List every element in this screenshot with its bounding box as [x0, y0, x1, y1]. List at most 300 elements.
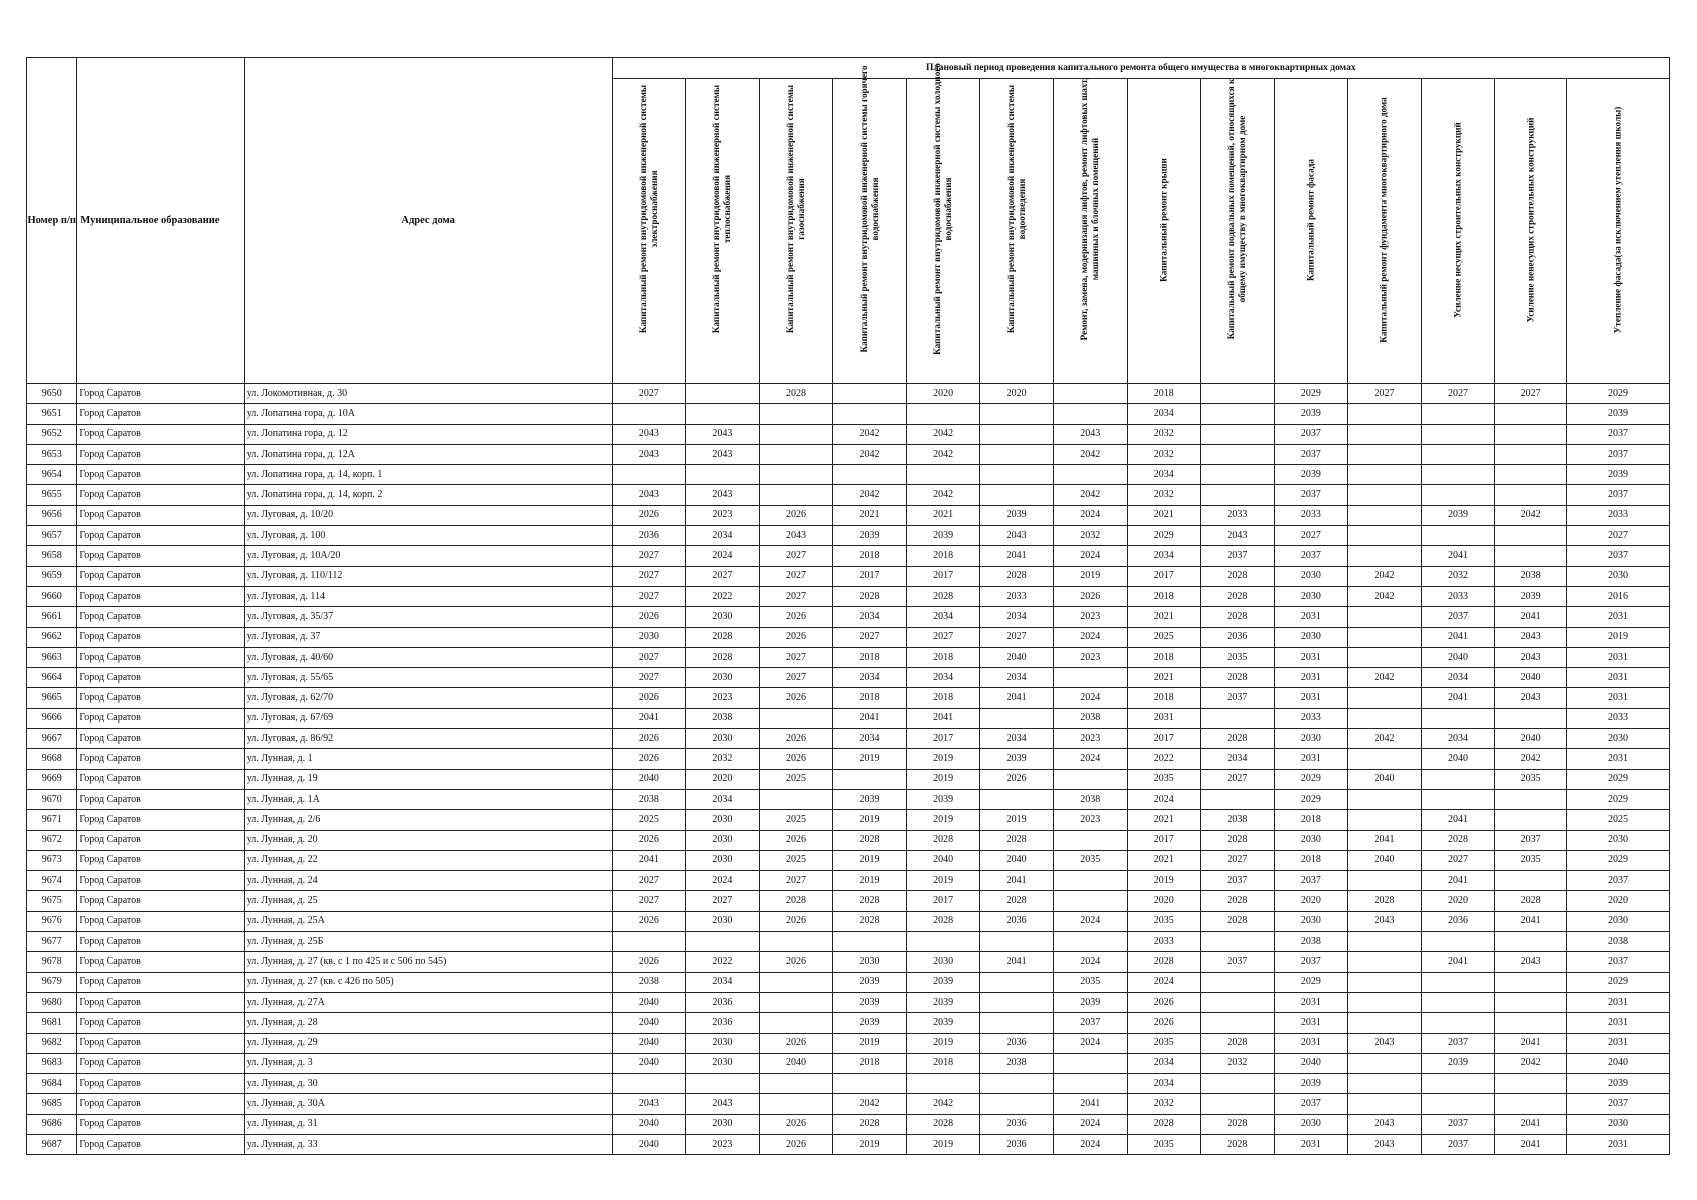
year-cell: 2030	[1274, 911, 1348, 931]
year-cell: 2043	[1348, 911, 1422, 931]
year-cell: 2022	[1127, 749, 1201, 769]
year-cell: 2031	[1274, 688, 1348, 708]
year-cell: 2028	[980, 830, 1054, 850]
year-cell: 2034	[980, 729, 1054, 749]
year-cell	[1201, 1013, 1275, 1033]
year-cell: 2027	[759, 668, 833, 688]
year-cell: 2041	[980, 952, 1054, 972]
year-cell: 2039	[833, 526, 907, 546]
table-row	[27, 952, 1670, 972]
year-cell: 2039	[906, 992, 980, 1012]
row-municipality: Город Саратов	[77, 688, 244, 708]
year-cell	[1495, 1074, 1567, 1094]
year-cell: 2041	[612, 850, 686, 870]
year-cell: 2017	[1127, 830, 1201, 850]
table-row	[27, 1134, 1670, 1154]
year-cell: 2042	[1495, 505, 1567, 525]
year-cell: 2017	[1127, 729, 1201, 749]
year-cell: 2030	[1566, 911, 1669, 931]
year-cell: 2037	[1421, 1114, 1495, 1134]
year-cell: 2018	[1274, 810, 1348, 830]
year-cell: 2042	[833, 1094, 907, 1114]
year-cell	[1348, 810, 1422, 830]
year-cell	[1495, 546, 1567, 566]
year-cell: 2037	[1421, 1134, 1495, 1154]
row-number: 9686	[27, 1114, 77, 1134]
year-cell: 2026	[1127, 1013, 1201, 1033]
header-work-label: Капитальный ремонт подвальных помещений, относящихся к общему имуществу в многоквартирном доме	[1226, 78, 1248, 340]
row-municipality: Город Саратов	[77, 932, 244, 952]
row-address: ул. Луговая, д. 10А/20	[244, 546, 612, 566]
year-cell: 2018	[906, 546, 980, 566]
year-cell: 2034	[1127, 404, 1201, 424]
year-cell: 2043	[612, 444, 686, 464]
year-cell: 2026	[612, 505, 686, 525]
year-cell: 2032	[1053, 526, 1127, 546]
year-cell: 2043	[686, 444, 760, 464]
header-work-14	[1566, 79, 1669, 384]
header-work-9	[1201, 79, 1275, 384]
header-work-label: Усиление ненесущих строительных конструкций	[1525, 117, 1536, 323]
row-number: 9672	[27, 830, 77, 850]
year-cell: 2027	[612, 647, 686, 667]
row-address: ул. Лунная, д. 25	[244, 891, 612, 911]
year-cell: 2026	[612, 688, 686, 708]
year-cell: 2037	[1566, 1094, 1669, 1114]
year-cell: 2042	[906, 485, 980, 505]
header-work-label: Капитальный ремонт внутридомовой инженерной системы электроснабжения	[637, 84, 659, 334]
year-cell: 2025	[759, 850, 833, 870]
year-cell: 2040	[612, 1033, 686, 1053]
header-work-label: Усиление несущих строительных конструкций	[1452, 122, 1463, 318]
year-cell: 2039	[833, 1013, 907, 1033]
row-address: ул. Луговая, д. 35/37	[244, 607, 612, 627]
year-cell: 2026	[759, 830, 833, 850]
row-number: 9674	[27, 871, 77, 891]
row-municipality: Город Саратов	[77, 1114, 244, 1134]
row-municipality: Город Саратов	[77, 1033, 244, 1053]
year-cell: 2037	[1274, 952, 1348, 972]
row-number: 9667	[27, 729, 77, 749]
year-cell	[1348, 932, 1422, 952]
year-cell: 2022	[686, 586, 760, 606]
row-municipality: Город Саратов	[77, 952, 244, 972]
table-row	[27, 749, 1670, 769]
year-cell: 2019	[906, 1033, 980, 1053]
table-row	[27, 911, 1670, 931]
year-cell	[1348, 526, 1422, 546]
year-cell	[1421, 526, 1495, 546]
year-cell	[759, 404, 833, 424]
year-cell	[1348, 404, 1422, 424]
year-cell: 2037	[1201, 952, 1275, 972]
year-cell	[1348, 688, 1422, 708]
table-row	[27, 729, 1670, 749]
year-cell: 2042	[833, 485, 907, 505]
header-work-6	[980, 79, 1054, 384]
year-cell: 2019	[833, 850, 907, 870]
year-cell: 2027	[759, 647, 833, 667]
year-cell: 2041	[1421, 871, 1495, 891]
year-cell: 2027	[833, 627, 907, 647]
year-cell: 2028	[1201, 668, 1275, 688]
year-cell: 2020	[1127, 891, 1201, 911]
year-cell: 2036	[686, 1013, 760, 1033]
year-cell: 2017	[906, 729, 980, 749]
year-cell: 2030	[1274, 729, 1348, 749]
year-cell: 2040	[1566, 1053, 1669, 1073]
year-cell: 2024	[1053, 546, 1127, 566]
year-cell	[1495, 789, 1567, 809]
row-number: 9678	[27, 952, 77, 972]
header-work-label: Капитальный ремонт фундамента многоквартирного дома	[1378, 97, 1389, 343]
year-cell: 2021	[1127, 668, 1201, 688]
year-cell: 2034	[833, 668, 907, 688]
row-municipality: Город Саратов	[77, 972, 244, 992]
table-row	[27, 444, 1670, 464]
year-cell: 2035	[1495, 769, 1567, 789]
year-cell	[1201, 708, 1275, 728]
year-cell: 2042	[1495, 749, 1567, 769]
year-cell: 2031	[1566, 1134, 1669, 1154]
year-cell: 2019	[1127, 871, 1201, 891]
year-cell: 2028	[1495, 891, 1567, 911]
year-cell: 2033	[1566, 708, 1669, 728]
year-cell	[1421, 485, 1495, 505]
year-cell: 2041	[1421, 688, 1495, 708]
year-cell	[1348, 749, 1422, 769]
table-row	[27, 1074, 1670, 1094]
year-cell	[980, 1074, 1054, 1094]
year-cell: 2036	[980, 1114, 1054, 1134]
year-cell: 2027	[612, 546, 686, 566]
year-cell	[612, 1074, 686, 1094]
year-cell	[980, 932, 1054, 952]
year-cell: 2043	[1348, 1134, 1422, 1154]
year-cell: 2018	[1127, 586, 1201, 606]
year-cell: 2041	[1421, 952, 1495, 972]
year-cell: 2037	[1053, 1013, 1127, 1033]
table-row	[27, 1013, 1670, 1033]
table-row	[27, 830, 1670, 850]
table-row	[27, 465, 1670, 485]
year-cell: 2040	[612, 1114, 686, 1134]
year-cell: 2018	[1127, 688, 1201, 708]
year-cell: 2027	[612, 586, 686, 606]
table-row	[27, 607, 1670, 627]
year-cell: 2019	[906, 749, 980, 769]
year-cell: 2030	[686, 850, 760, 870]
table-row	[27, 1053, 1670, 1073]
year-cell	[1348, 1094, 1422, 1114]
year-cell: 2031	[1566, 1013, 1669, 1033]
table-row	[27, 1114, 1670, 1134]
year-cell: 2018	[1127, 647, 1201, 667]
row-municipality: Город Саратов	[77, 404, 244, 424]
year-cell	[759, 708, 833, 728]
year-cell: 2026	[612, 607, 686, 627]
table-row	[27, 526, 1670, 546]
year-cell: 2041	[980, 546, 1054, 566]
year-cell	[1053, 465, 1127, 485]
year-cell: 2028	[1348, 891, 1422, 911]
row-number: 9656	[27, 505, 77, 525]
year-cell	[759, 1094, 833, 1114]
year-cell: 2020	[686, 769, 760, 789]
year-cell: 2024	[686, 546, 760, 566]
year-cell: 2041	[1348, 830, 1422, 850]
year-cell: 2035	[1053, 972, 1127, 992]
header-work-label: Утепление фасада(за исключением утепления школы)	[1612, 106, 1623, 334]
year-cell	[833, 404, 907, 424]
year-cell: 2026	[759, 911, 833, 931]
year-cell: 2033	[1201, 505, 1275, 525]
year-cell: 2035	[1127, 1033, 1201, 1053]
year-cell: 2031	[1274, 647, 1348, 667]
year-cell	[1201, 444, 1275, 464]
year-cell: 2025	[759, 769, 833, 789]
year-cell: 2034	[1201, 749, 1275, 769]
year-cell: 2039	[1274, 1074, 1348, 1094]
year-cell: 2018	[906, 688, 980, 708]
year-cell: 2040	[612, 769, 686, 789]
year-cell: 2038	[1053, 789, 1127, 809]
year-cell	[1201, 465, 1275, 485]
year-cell: 2027	[1421, 384, 1495, 404]
year-cell: 2030	[1274, 586, 1348, 606]
year-cell: 2039	[833, 789, 907, 809]
year-cell: 2035	[1495, 850, 1567, 870]
year-cell: 2018	[1127, 384, 1201, 404]
year-cell: 2019	[906, 810, 980, 830]
year-cell: 2040	[1274, 1053, 1348, 1073]
year-cell: 2026	[759, 1114, 833, 1134]
year-cell: 2043	[1348, 1114, 1422, 1134]
year-cell: 2029	[1127, 526, 1201, 546]
year-cell: 2042	[1053, 485, 1127, 505]
row-municipality: Город Саратов	[77, 505, 244, 525]
year-cell: 2043	[686, 424, 760, 444]
row-number: 9654	[27, 465, 77, 485]
year-cell: 2024	[1127, 789, 1201, 809]
year-cell	[1348, 444, 1422, 464]
year-cell	[1495, 932, 1567, 952]
year-cell: 2022	[686, 952, 760, 972]
row-number: 9655	[27, 485, 77, 505]
year-cell: 2019	[833, 1033, 907, 1053]
year-cell: 2037	[1201, 688, 1275, 708]
year-cell	[1495, 485, 1567, 505]
row-address: ул. Луговая, д. 62/70	[244, 688, 612, 708]
year-cell: 2024	[1053, 688, 1127, 708]
row-address: ул. Луговая, д. 86/92	[244, 729, 612, 749]
year-cell: 2028	[833, 891, 907, 911]
year-cell: 2029	[1274, 769, 1348, 789]
year-cell: 2043	[612, 424, 686, 444]
year-cell: 2042	[1348, 586, 1422, 606]
row-address: ул. Лунная, д. 30	[244, 1074, 612, 1094]
row-address: ул. Лунная, д. 1	[244, 749, 612, 769]
year-cell: 2042	[1348, 729, 1422, 749]
year-cell	[759, 932, 833, 952]
year-cell: 2018	[1274, 850, 1348, 870]
year-cell: 2027	[612, 566, 686, 586]
year-cell: 2041	[906, 708, 980, 728]
row-address: ул. Лунная, д. 2/6	[244, 810, 612, 830]
year-cell: 2027	[759, 566, 833, 586]
year-cell: 2040	[612, 992, 686, 1012]
year-cell	[759, 465, 833, 485]
year-cell: 2038	[1274, 932, 1348, 952]
row-municipality: Город Саратов	[77, 1074, 244, 1094]
year-cell: 2033	[980, 586, 1054, 606]
year-cell: 2027	[612, 891, 686, 911]
row-address: ул. Лунная, д. 25А	[244, 911, 612, 931]
year-cell: 2030	[686, 830, 760, 850]
year-cell: 2019	[980, 810, 1054, 830]
year-cell: 2026	[759, 505, 833, 525]
year-cell: 2031	[1566, 688, 1669, 708]
year-cell	[980, 1094, 1054, 1114]
row-address: ул. Лунная, д. 24	[244, 871, 612, 891]
year-cell	[980, 424, 1054, 444]
year-cell: 2030	[686, 810, 760, 830]
year-cell: 2031	[1274, 992, 1348, 1012]
row-address: ул. Лунная, д. 28	[244, 1013, 612, 1033]
table-row	[27, 546, 1670, 566]
year-cell: 2040	[612, 1053, 686, 1073]
year-cell: 2033	[1127, 932, 1201, 952]
year-cell: 2026	[612, 749, 686, 769]
year-cell: 2023	[686, 505, 760, 525]
year-cell: 2037	[1274, 546, 1348, 566]
year-cell: 2038	[686, 708, 760, 728]
year-cell: 2041	[1053, 1094, 1127, 1114]
year-cell: 2031	[1274, 668, 1348, 688]
row-number: 9685	[27, 1094, 77, 1114]
row-municipality: Город Саратов	[77, 526, 244, 546]
year-cell: 2030	[686, 729, 760, 749]
year-cell: 2028	[906, 1114, 980, 1134]
year-cell	[759, 485, 833, 505]
row-municipality: Город Саратов	[77, 992, 244, 1012]
year-cell: 2028	[1201, 729, 1275, 749]
year-cell: 2028	[906, 830, 980, 850]
row-address: ул. Луговая, д. 37	[244, 627, 612, 647]
year-cell: 2020	[1566, 891, 1669, 911]
table-row	[27, 384, 1670, 404]
year-cell: 2034	[906, 607, 980, 627]
year-cell: 2043	[1495, 627, 1567, 647]
year-cell	[906, 932, 980, 952]
year-cell: 2041	[980, 688, 1054, 708]
year-cell: 2028	[833, 911, 907, 931]
year-cell	[833, 384, 907, 404]
year-cell	[1348, 1013, 1422, 1033]
row-address: ул. Лунная, д. 27 (кв. с 1 по 425 и с 506 по 545)	[244, 952, 612, 972]
year-cell: 2034	[833, 729, 907, 749]
year-cell: 2019	[833, 810, 907, 830]
year-cell: 2028	[759, 384, 833, 404]
header-address: Адрес дома	[244, 58, 612, 384]
year-cell: 2037	[1274, 424, 1348, 444]
year-cell: 2042	[1348, 668, 1422, 688]
row-number: 9657	[27, 526, 77, 546]
row-number: 9687	[27, 1134, 77, 1154]
row-number: 9650	[27, 384, 77, 404]
year-cell	[1421, 972, 1495, 992]
year-cell: 2042	[1053, 444, 1127, 464]
year-cell: 2027	[1421, 850, 1495, 870]
year-cell: 2030	[1274, 1114, 1348, 1134]
year-cell: 2041	[1495, 1033, 1567, 1053]
year-cell: 2042	[906, 1094, 980, 1114]
year-cell: 2030	[686, 607, 760, 627]
header-work-label: Капитальный ремонт внутридомовой инженерной системы холодного водоснабжения	[932, 63, 954, 355]
row-municipality: Город Саратов	[77, 627, 244, 647]
year-cell	[1053, 1053, 1127, 1073]
year-cell: 2041	[1495, 911, 1567, 931]
row-municipality: Город Саратов	[77, 384, 244, 404]
year-cell: 2020	[1274, 891, 1348, 911]
year-cell: 2027	[980, 627, 1054, 647]
row-address: ул. Лунная, д. 25Б	[244, 932, 612, 952]
header-work-3	[759, 79, 833, 384]
year-cell: 2028	[1201, 566, 1275, 586]
year-cell: 2039	[906, 526, 980, 546]
year-cell: 2017	[1127, 566, 1201, 586]
year-cell	[1495, 992, 1567, 1012]
year-cell: 2029	[1566, 789, 1669, 809]
row-number: 9662	[27, 627, 77, 647]
year-cell	[1495, 465, 1567, 485]
header-work-10	[1274, 79, 1348, 384]
year-cell: 2021	[1127, 607, 1201, 627]
year-cell: 2038	[612, 789, 686, 809]
repair-schedule-table	[26, 57, 1670, 1155]
year-cell: 2026	[612, 911, 686, 931]
year-cell: 2037	[1495, 830, 1567, 850]
year-cell: 2018	[833, 688, 907, 708]
year-cell: 2024	[686, 871, 760, 891]
header-work-2	[686, 79, 760, 384]
year-cell: 2034	[980, 607, 1054, 627]
row-address: ул. Луговая, д. 110/112	[244, 566, 612, 586]
year-cell: 2030	[1274, 830, 1348, 850]
year-cell: 2042	[1348, 566, 1422, 586]
year-cell: 2037	[1421, 607, 1495, 627]
year-cell: 2028	[1421, 830, 1495, 850]
year-cell: 2016	[1566, 586, 1669, 606]
year-cell: 2037	[1566, 444, 1669, 464]
year-cell	[1348, 647, 1422, 667]
year-cell: 2029	[1566, 850, 1669, 870]
year-cell: 2030	[686, 668, 760, 688]
row-municipality: Город Саратов	[77, 485, 244, 505]
year-cell: 2034	[686, 526, 760, 546]
year-cell	[1348, 627, 1422, 647]
year-cell: 2039	[906, 789, 980, 809]
table-row	[27, 586, 1670, 606]
header-work-7	[1053, 79, 1127, 384]
year-cell: 2039	[1566, 404, 1669, 424]
year-cell	[1495, 404, 1567, 424]
year-cell: 2018	[833, 647, 907, 667]
row-address: ул. Луговая, д. 55/65	[244, 668, 612, 688]
row-address: ул. Лопатина гора, д. 10А	[244, 404, 612, 424]
year-cell: 2026	[759, 627, 833, 647]
year-cell	[1348, 546, 1422, 566]
